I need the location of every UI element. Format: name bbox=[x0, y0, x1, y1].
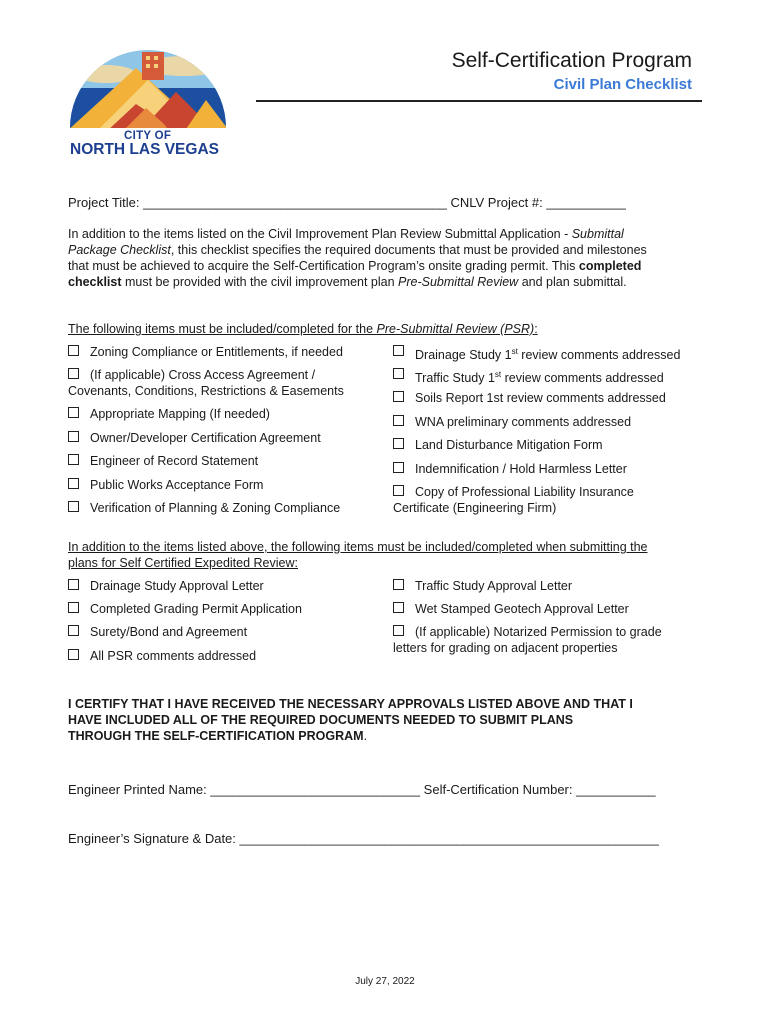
item-label: letters for grading on adjacent properties bbox=[393, 641, 618, 655]
checkbox[interactable] bbox=[68, 345, 79, 356]
project-line bbox=[68, 195, 626, 211]
checkbox[interactable] bbox=[393, 485, 404, 496]
logo-text-city-of: CITY OF bbox=[124, 130, 172, 142]
intro-bold: completed bbox=[578, 259, 642, 273]
item-label: Owner/Developer Certification Agreement bbox=[90, 431, 321, 445]
item-label: Completed Grading Permit Application bbox=[90, 602, 302, 616]
intro-italic: Pre-Submittal Review bbox=[398, 275, 519, 289]
cert-line: I CERTIFY THAT I HAVE RECEIVED THE NECESSARY APPROVALS LISTED ABOVE AND THAT I bbox=[68, 697, 633, 711]
item-label: Covenants, Conditions, Restrictions & Easements bbox=[68, 384, 344, 398]
checkbox[interactable] bbox=[68, 501, 79, 512]
intro-text: that must be achieved to acquire the Self-Certification Program’s onsite grading permit. This bbox=[68, 259, 579, 273]
checkbox[interactable] bbox=[393, 602, 404, 613]
item-label: Traffic Study Approval Letter bbox=[415, 579, 573, 593]
self-cert-number-field[interactable]: ___________ bbox=[576, 782, 656, 797]
checkbox[interactable] bbox=[393, 625, 404, 636]
intro-paragraph bbox=[68, 226, 708, 290]
item-label: All PSR comments addressed bbox=[90, 649, 257, 663]
footer-date: July 27, 2022 bbox=[355, 976, 415, 987]
city-logo bbox=[66, 40, 230, 162]
intro-text: must be provided with the civil improvement plan bbox=[121, 275, 399, 289]
expedited-heading-line1: In addition to the items listed above, the following items must be included/completed when submitting the bbox=[68, 540, 648, 554]
checkbox[interactable] bbox=[393, 391, 404, 402]
expedited-heading-line2: plans for Self Certified Expedited Review: bbox=[68, 556, 298, 570]
intro-text: and plan submittal. bbox=[518, 275, 627, 289]
intro-bold: checklist bbox=[68, 275, 122, 289]
logo-text-city-name: NORTH LAS VEGAS bbox=[70, 141, 219, 158]
item-label: Zoning Compliance or Entitlements, if needed bbox=[90, 345, 343, 359]
item-label: Certificate (Engineering Firm) bbox=[393, 501, 557, 515]
item-label: Public Works Acceptance Form bbox=[90, 478, 264, 492]
cert-line: THROUGH THE SELF-CERTIFICATION PROGRAM bbox=[68, 729, 364, 743]
superscript: st bbox=[511, 347, 518, 356]
signature-date-field[interactable]: __________________________________________________________ bbox=[239, 831, 659, 846]
checkbox[interactable] bbox=[68, 579, 79, 590]
item-label-text: review comments addressed bbox=[517, 348, 681, 363]
item-label: Surety/Bond and Agreement bbox=[90, 625, 248, 639]
item-label-text: Drainage Study 1 bbox=[415, 348, 512, 363]
item-label: Land Disturbance Mitigation Form bbox=[415, 438, 603, 452]
document-title: Self-Certification Program bbox=[451, 49, 692, 72]
item-label-text: Traffic Study 1 bbox=[415, 371, 495, 386]
checkbox[interactable] bbox=[68, 368, 79, 379]
item-label: Appropriate Mapping (If needed) bbox=[90, 407, 270, 421]
cnlv-project-label: CNLV Project #: bbox=[450, 195, 543, 210]
project-title-label: Project Title: bbox=[68, 195, 140, 210]
psr-heading bbox=[68, 321, 538, 337]
checkbox[interactable] bbox=[68, 478, 79, 489]
signature-date-label: Engineer’s Signature & Date: bbox=[68, 831, 236, 846]
checkbox[interactable] bbox=[68, 649, 79, 660]
intro-italic: Submittal bbox=[571, 227, 624, 241]
cnlv-project-field[interactable]: ___________ bbox=[546, 195, 626, 210]
item-label: Drainage Study Approval Letter bbox=[90, 579, 264, 593]
item-label: (If applicable) Notarized Permission to grade bbox=[415, 625, 662, 639]
cert-line: HAVE INCLUDED ALL OF THE REQUIRED DOCUMENTS NEEDED TO SUBMIT PLANS bbox=[68, 713, 574, 727]
signature-date-line bbox=[68, 831, 659, 847]
checkbox[interactable] bbox=[68, 625, 79, 636]
item-label: Soils Report 1st review comments addressed bbox=[415, 391, 666, 405]
checkbox[interactable] bbox=[68, 454, 79, 465]
item-label: Copy of Professional Liability Insurance bbox=[415, 485, 634, 499]
item-label bbox=[415, 367, 664, 386]
checkbox[interactable] bbox=[393, 438, 404, 449]
checkbox[interactable] bbox=[393, 462, 404, 473]
item-label bbox=[415, 344, 680, 363]
engineer-name-label: Engineer Printed Name: bbox=[68, 782, 207, 797]
intro-text: , this checklist specifies the required documents that must be provided and milestones bbox=[170, 243, 647, 257]
superscript: st bbox=[494, 370, 502, 379]
certification-statement bbox=[68, 696, 633, 744]
item-label: Engineer of Record Statement bbox=[90, 454, 259, 468]
item-label: Verification of Planning & Zoning Compliance bbox=[90, 501, 341, 515]
cert-line-end: . bbox=[363, 729, 368, 743]
item-label: (If applicable) Cross Access Agreement / bbox=[90, 368, 316, 382]
checkbox[interactable] bbox=[68, 431, 79, 442]
checkbox[interactable] bbox=[68, 407, 79, 418]
engineer-name-field[interactable]: _____________________________ bbox=[210, 782, 421, 797]
item-label: WNA preliminary comments addressed bbox=[415, 415, 632, 429]
intro-text: In addition to the items listed on the Civil Improvement Plan Review Submittal Application - bbox=[68, 227, 572, 241]
item-label: Wet Stamped Geotech Approval Letter bbox=[415, 602, 629, 616]
checkbox[interactable] bbox=[393, 368, 404, 379]
header-divider bbox=[256, 100, 702, 102]
self-cert-number-label: Self-Certification Number: bbox=[423, 782, 573, 797]
document-subtitle: Civil Plan Checklist bbox=[553, 76, 692, 93]
item-label-text: review comments addressed bbox=[501, 371, 664, 386]
checkbox[interactable] bbox=[393, 579, 404, 590]
checkbox[interactable] bbox=[393, 345, 404, 356]
intro-italic: Package Checklist bbox=[68, 243, 171, 257]
item-label: Indemnification / Hold Harmless Letter bbox=[415, 462, 627, 476]
project-title-field[interactable]: __________________________________________ bbox=[143, 195, 447, 210]
city-seal-icon bbox=[66, 40, 230, 132]
psr-heading-text: The following items must be included/completed for the bbox=[68, 322, 377, 336]
psr-heading-italic: Pre-Submittal Review (PSR) bbox=[376, 322, 535, 336]
checkbox[interactable] bbox=[393, 415, 404, 426]
engineer-name-line bbox=[68, 782, 656, 798]
checkbox[interactable] bbox=[68, 602, 79, 613]
psr-heading-end: : bbox=[534, 322, 538, 336]
